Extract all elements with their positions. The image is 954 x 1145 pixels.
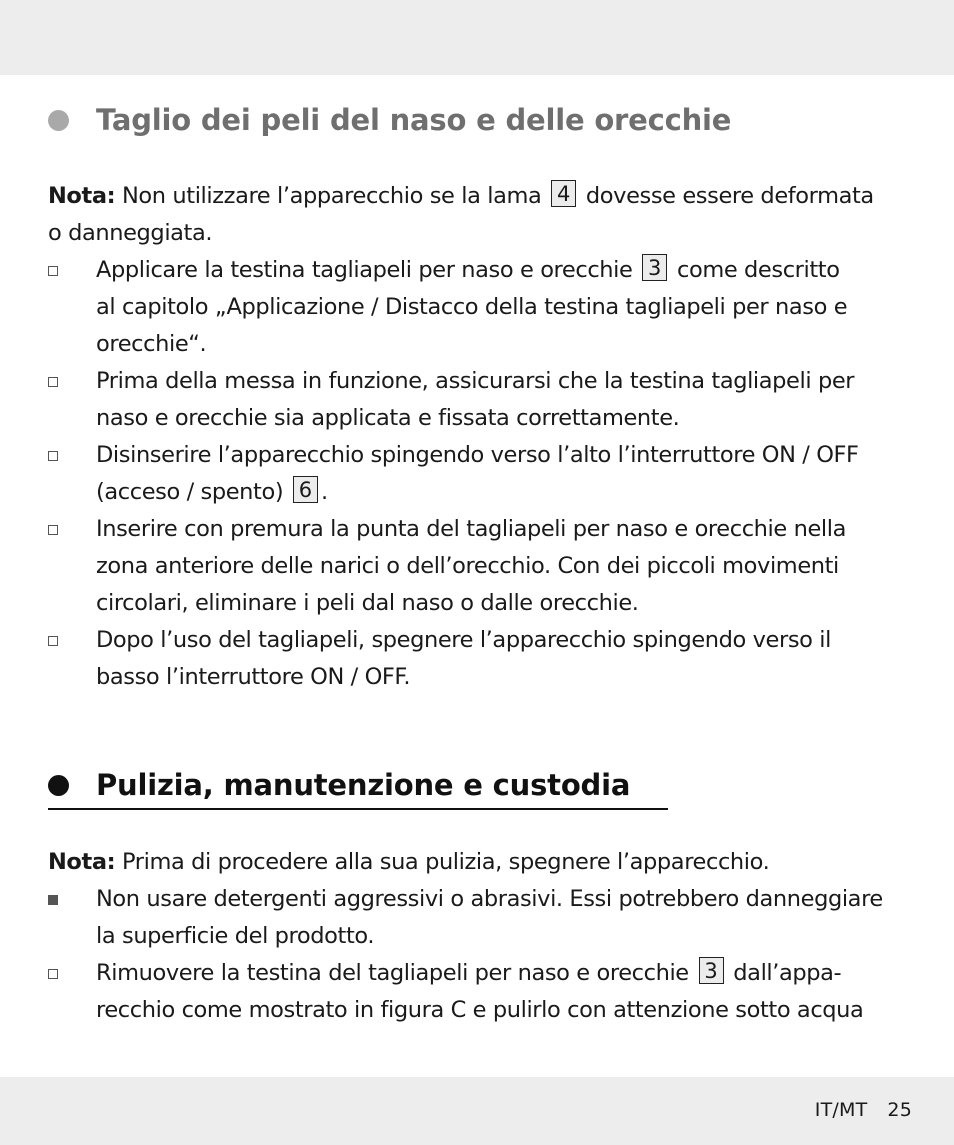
item-text: la superficie del prodotto.: [96, 923, 375, 949]
item-text: naso e orecchie sia applicata e fissata correttamente.: [96, 405, 680, 431]
header-band: [0, 0, 954, 75]
section-title: Taglio dei peli del naso e delle orecchie: [96, 103, 732, 137]
note-text: Non utilizzare l’apparecchio se la lama: [122, 183, 542, 209]
checkbox-bullet-icon: [48, 266, 58, 276]
checkbox-bullet-icon: [48, 451, 58, 461]
note-label: Nota:: [48, 183, 116, 209]
note-paragraph: [48, 844, 769, 881]
item-text: (acceso / spento): [96, 479, 284, 505]
item-text: .: [320, 479, 328, 505]
part-reference: 3: [642, 254, 667, 281]
checkbox-bullet-icon: [48, 525, 58, 535]
item-text: Applicare la testina tagliapeli per naso e orecchie: [96, 257, 633, 283]
item-text: Dopo l’uso del tagliapeli, spegnere l’apparecchio spingendo verso il: [96, 627, 831, 653]
part-reference: 3: [699, 957, 724, 984]
item-text: Non usare detergenti aggressivi o abrasivi. Essi potrebbero danneggiare: [96, 886, 883, 912]
item-text: basso l’interruttore ON / OFF.: [96, 664, 411, 690]
item-text: Inserire con premura la punta del tagliapeli per naso e orecchie nella: [96, 516, 846, 542]
footer-band: [0, 1077, 954, 1145]
heading-underline: [48, 808, 668, 810]
note-paragraph: [48, 178, 874, 252]
item-text: zona anteriore delle narici o dell’orecchio. Con dei piccoli movimenti: [96, 553, 839, 579]
section-bullet-icon: [48, 775, 69, 796]
item-text: Prima della messa in funzione, assicurarsi che la testina tagliapeli per: [96, 368, 855, 394]
item-text: orecchie“.: [96, 331, 207, 357]
section-bullet-icon: [48, 110, 69, 131]
page-number: 25: [887, 1099, 912, 1121]
checkbox-bullet-icon: [48, 636, 58, 646]
language-code: IT/MT: [814, 1099, 868, 1121]
item-text: recchio come mostrato in figura C e pulirlo con attenzione sotto acqua: [96, 997, 864, 1023]
part-reference: 6: [293, 476, 318, 503]
checkbox-bullet-icon: [48, 969, 58, 979]
item-text: Rimuovere la testina del tagliapeli per naso e orecchie: [96, 960, 689, 986]
item-text: al capitolo „Applicazione / Distacco della testina tagliapeli per naso e: [96, 294, 848, 320]
filled-square-bullet-icon: [48, 895, 58, 905]
item-text: Disinserire l’apparecchio spingendo verso l’alto l’interruttore ON / OFF: [96, 442, 859, 468]
note-text: Prima di procedere alla sua pulizia, spegnere l’apparecchio.: [122, 849, 770, 875]
note-label: Nota:: [48, 849, 116, 875]
section-title: Pulizia, manutenzione e custodia: [96, 768, 631, 802]
item-text: dall’appa-: [733, 960, 842, 986]
section-heading-nose-ear-trimming: [48, 103, 731, 137]
part-reference: 4: [551, 180, 576, 207]
page-footer: [815, 1099, 912, 1121]
checkbox-bullet-icon: [48, 377, 58, 387]
item-text: come descritto: [677, 257, 840, 283]
note-text: o danneggiata.: [48, 220, 213, 246]
section-heading-cleaning: [48, 768, 630, 802]
item-text: circolari, eliminare i peli dal naso o dalle orecchie.: [96, 590, 639, 616]
note-text: dovesse essere deformata: [585, 183, 874, 209]
